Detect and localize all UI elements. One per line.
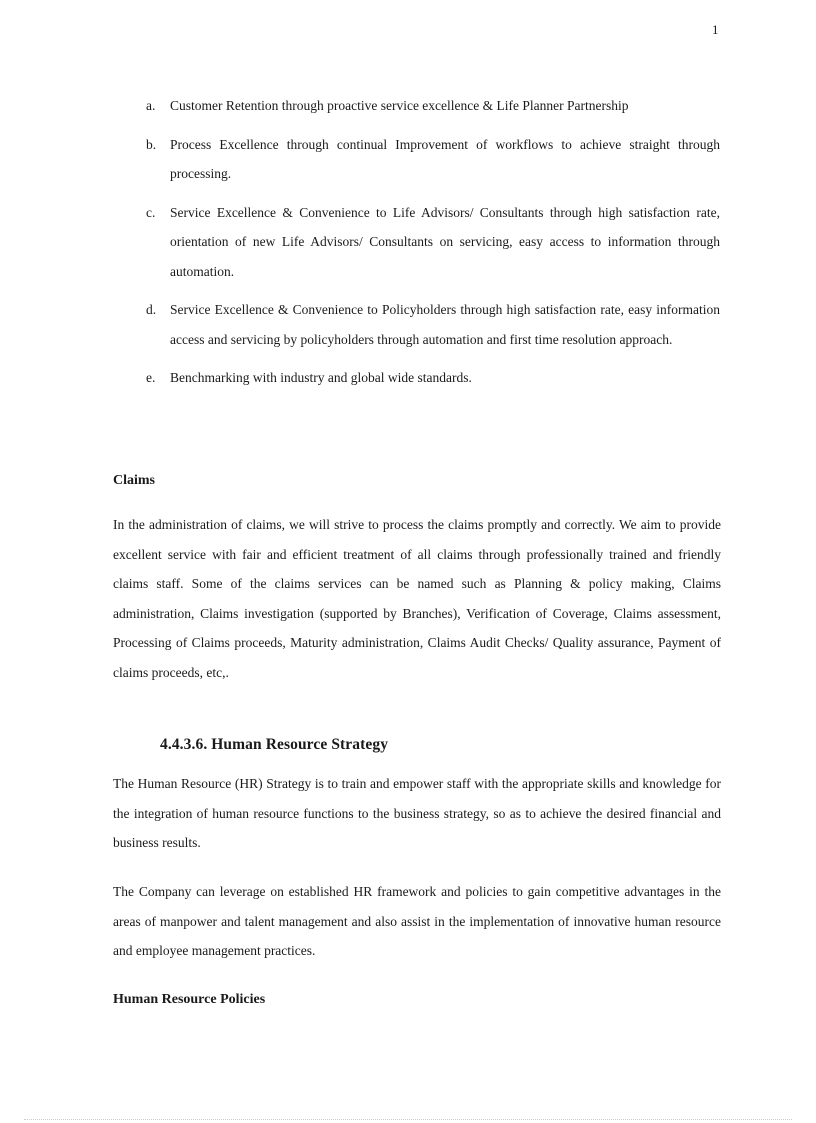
list-item (146, 295, 720, 354)
list-item-text: Customer Retention through proactive service excellence & Life Planner Partnership (170, 98, 629, 113)
hr-strategy-paragraph-1: The Human Resource (HR) Strategy is to train and empower staff with the appropriate skills and knowledge for the integration of human resource functions to the business strategy, so as to achieve the desired financial and business results. (113, 776, 721, 850)
list-item (146, 198, 720, 287)
claims-heading: Claims (113, 473, 155, 488)
list-marker: b. (146, 136, 157, 152)
list-marker: e. (146, 370, 156, 385)
hr-strategy-paragraph-2: The Company can leverage on established HR framework and policies to gain competitive advantages in the areas of manpower and talent management and also assist in the implementation of innovative human resource and employee management practices. (113, 884, 721, 958)
list-item (146, 363, 720, 393)
hr-policies-heading: Human Resource Policies (113, 992, 266, 1007)
claims-paragraph: In the administration of claims, we will strive to process the claims promptly and correctly. We aim to provide excellent service with fair and efficient treatment of all claims through professionally trained and friendly claims staff. Some of the claims services can be named such as Planning & policy making, Claims administration, Claims investigation (supported by Branches), Verification of Coverage, Claims assessment, Processing of Claims proceeds, Maturity administration, Claims Audit Checks/ Quality assurance, Payment of claims proceeds, etc,. (113, 517, 721, 680)
list-marker: c. (146, 204, 156, 220)
objectives-list (146, 91, 720, 402)
list-marker: d. (146, 302, 157, 317)
list-item (146, 91, 720, 121)
list-item-text: Process Excellence through continual Improvement of workflows to achieve straight through processing. (170, 136, 720, 181)
page-number: 1 (712, 22, 719, 37)
list-item-text: Service Excellence & Convenience to Policyholders through high satisfaction rate, easy information access and servicing by policyholders through automation and first time resolution approach. (170, 302, 720, 347)
list-marker: a. (146, 98, 156, 113)
hr-strategy-heading: 4.4.3.6. Human Resource Strategy (160, 736, 389, 753)
page-bottom-divider (24, 1119, 792, 1120)
list-item (146, 130, 720, 189)
list-item-text: Benchmarking with industry and global wide standards. (170, 370, 472, 385)
list-item-text: Service Excellence & Convenience to Life Advisors/ Consultants through high satisfaction rate, orientation of new Life Advisors/ Consultants on servicing, easy access to information through automation. (170, 204, 720, 279)
